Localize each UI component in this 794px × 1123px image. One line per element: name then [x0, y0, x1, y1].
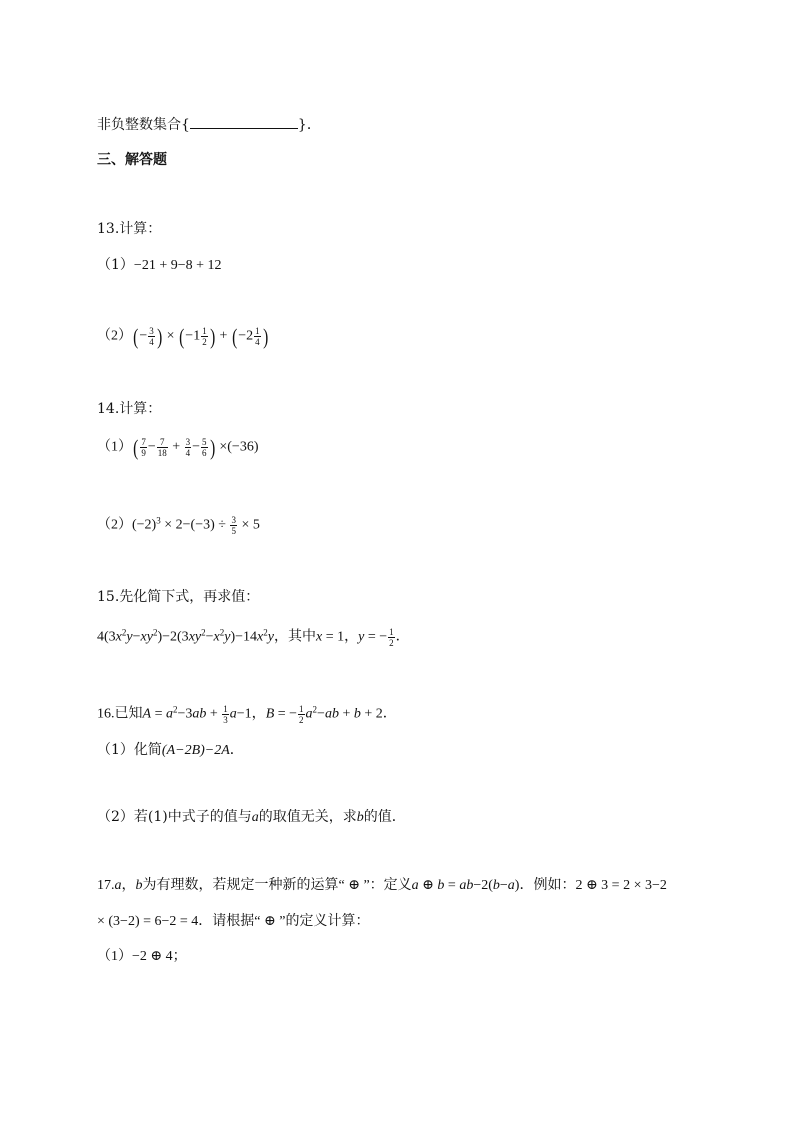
fraction: $\frac{1}{2}$ [389, 627, 394, 648]
q13-stem: 13.计算： [97, 221, 162, 237]
q13-part1 [97, 256, 222, 275]
q12-set-close: }． [297, 117, 321, 133]
q13-part1-expr: −21 + 9−8 + 12 [133, 258, 222, 273]
q14-stem: 14.计算： [97, 401, 162, 417]
q16-stem: 16.已知$A = a^2-3ab$ + $\frac{1}{3}$ a−1，B = − $\frac{1}{2}$ $a^2-ab + b + 2$． [97, 704, 397, 725]
fraction: $\frac{5}{6}$ [202, 437, 207, 458]
q14-part1: （1）( $\frac{7}{9}$ − $\frac{7}{18}$ + $\frac{3}{4}$ − $\frac{5}{6}$ ) ×(−36) [97, 434, 259, 460]
q13-part2: （2）(− $\frac{3}{4}$ ) × (−1 $\frac{1}{2}$ ) + (−2 $\frac{1}{4}$ ) [97, 323, 268, 349]
fraction: $\frac{7}{9}$ [141, 437, 146, 458]
q17-line2: × (3−2) = 6−2 = 4．请根据“ ⊕ ”的定义计算： [97, 914, 370, 929]
q15-stem: 15.先化简下式，再求值： [97, 589, 260, 605]
fraction: $\frac{1}{4}$ [255, 326, 260, 347]
answer-blank[interactable] [190, 116, 298, 129]
q16-part2: （2）若(1)中式子的值与a的取值无关，求b的值． [97, 809, 406, 825]
fraction: $\frac{3}{5}$ [231, 515, 236, 536]
q13-part2-label: （2） [97, 328, 132, 344]
q17-part1: （1）−2 ⊕ 4； [97, 949, 187, 964]
q14-part1-label: （1） [97, 439, 132, 455]
fraction: $\frac{1}{3}$ [223, 704, 228, 725]
q12-nonneg-integer-set-line [97, 116, 321, 134]
q12-set-label: 非负整数集合{ [97, 117, 190, 133]
fraction: $\frac{1}{2}$ [299, 704, 304, 725]
fraction: $\frac{3}{4}$ [185, 437, 191, 458]
q14-part2-label: （2） [97, 517, 132, 533]
q17-line1: 17.a，b为有理数，若规定一种新的运算“ ⊕ ”：定义a ⊕ b = ab−2(b−a)．例如：2 ⊕ 3 = 2 × 3−2 [97, 878, 667, 893]
fraction: $\frac{3}{4}$ [149, 326, 154, 347]
fraction: $\frac{1}{2}$ [202, 326, 207, 347]
q13-part1-label: （1） [97, 257, 134, 273]
q14-part2: $(2)(-2)^3 \times 2-(-3)$ ÷ $\frac{3}{5}$ × 5 [97, 515, 260, 536]
q16-part1: （1）化简(A−2B)−2A． [97, 742, 244, 758]
section-title: 三、解答题 [97, 152, 167, 168]
q15-expression: $4(3x^2y-xy^2)-2(3xy^2-x^2y)-14x^2y$，其中x = 1，y = − $\frac{1}{2}$ ． [97, 627, 410, 648]
fraction: $\frac{7}{18}$ [157, 437, 167, 458]
